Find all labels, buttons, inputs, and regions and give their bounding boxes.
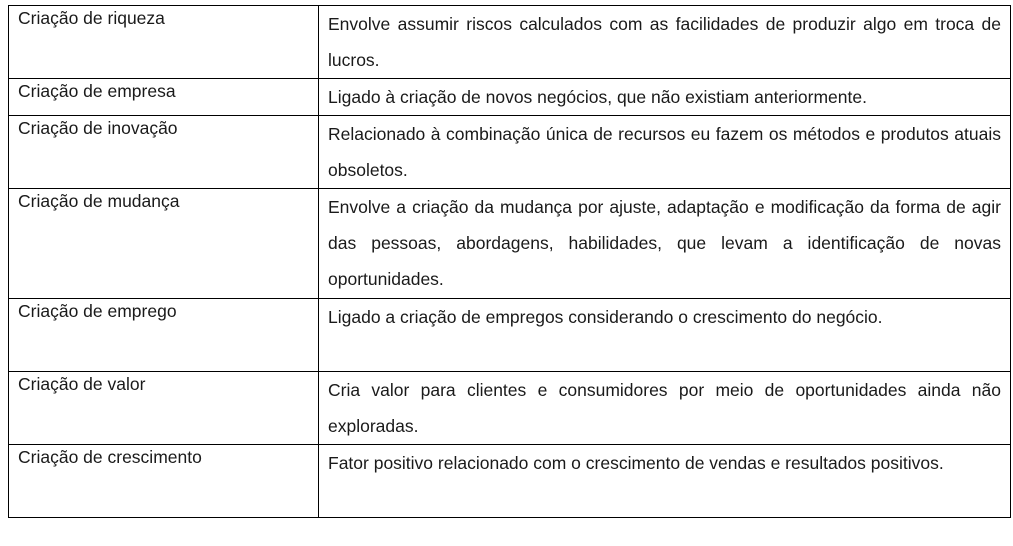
table-row (9, 299, 1011, 372)
table-row (9, 116, 1011, 189)
table-body (9, 6, 1011, 518)
table-row (9, 372, 1011, 445)
table-row (9, 79, 1011, 116)
term-cell: Criação de mudança (9, 189, 319, 299)
term-cell: Criação de inovação (9, 116, 319, 189)
term-cell: Criação de emprego (9, 299, 319, 372)
term-cell: Criação de valor (9, 372, 319, 445)
description-cell: Envolve a criação da mudança por ajuste, adaptação e modificação da forma de agir das pessoas, abordagens, habilidades, que levam a identificação de novas oportunidades. (319, 189, 1011, 299)
description-cell: Envolve assumir riscos calculados com as facilidades de produzir algo em troca de lucros. (319, 6, 1011, 79)
description-cell: Cria valor para clientes e consumidores por meio de oportunidades ainda não exploradas. (319, 372, 1011, 445)
table-row (9, 445, 1011, 518)
description-cell: Fator positivo relacionado com o crescimento de vendas e resultados positivos. (319, 445, 1011, 518)
description-cell: Ligado à criação de novos negócios, que não existiam anteriormente. (319, 79, 1011, 116)
definitions-table (8, 5, 1011, 518)
table-row (9, 6, 1011, 79)
description-cell: Ligado a criação de empregos considerando o crescimento do negócio. (319, 299, 1011, 372)
term-cell: Criação de empresa (9, 79, 319, 116)
table-row (9, 189, 1011, 299)
description-cell: Relacionado à combinação única de recursos eu fazem os métodos e produtos atuais obsoletos. (319, 116, 1011, 189)
term-cell: Criação de riqueza (9, 6, 319, 79)
term-cell: Criação de crescimento (9, 445, 319, 518)
